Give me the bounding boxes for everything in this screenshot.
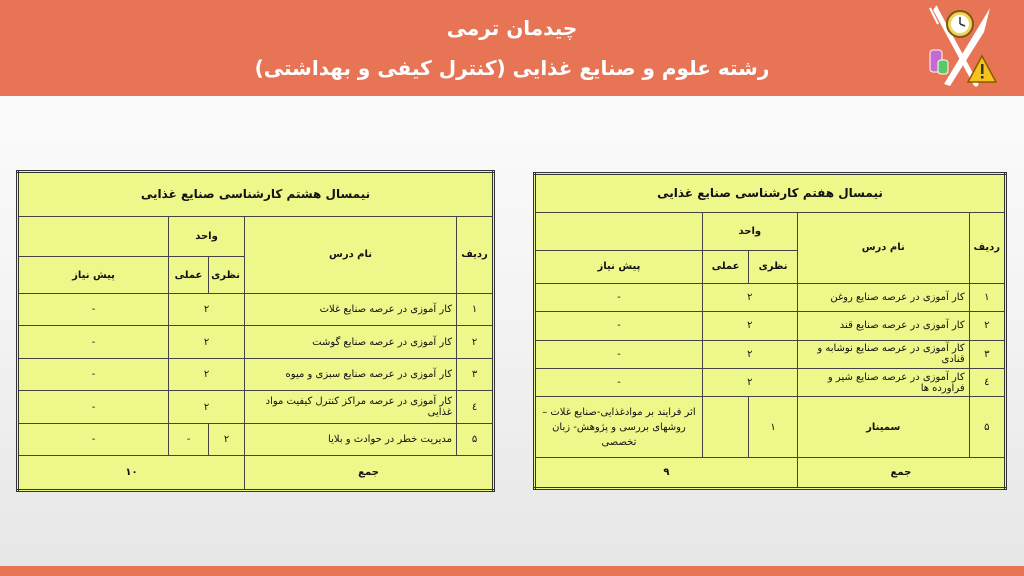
course-name: کار آموزی در عرصه صنایع گوشت bbox=[245, 326, 457, 359]
table-row bbox=[535, 283, 1006, 311]
flask-icon bbox=[930, 50, 948, 74]
row-number: ۱ bbox=[969, 283, 1005, 311]
col-units: واحد bbox=[702, 212, 797, 251]
course-name: کار آموزی در عرصه صنایع شیر و فراورده ها bbox=[797, 369, 969, 397]
slide-title: چیدمان ترمی bbox=[446, 16, 578, 40]
col-prerequisite: پیش نیاز bbox=[535, 251, 703, 284]
course-units: ۲ bbox=[169, 293, 245, 326]
total-row bbox=[18, 456, 494, 491]
header-bar bbox=[0, 0, 1024, 96]
table-row bbox=[18, 358, 494, 391]
total-units: ۱۰ bbox=[18, 456, 245, 491]
col-practical: عملی bbox=[169, 257, 209, 294]
total-label: جمع bbox=[245, 456, 494, 491]
col-course-name: نام درس bbox=[797, 212, 969, 283]
slide-subtitle: رشته علوم و صنایع غذایی (کنترل کیفی و بهداشتی) bbox=[254, 56, 770, 80]
total-label: جمع bbox=[797, 458, 1005, 489]
row-number: ۳ bbox=[457, 358, 494, 391]
course-units: ۲ bbox=[169, 358, 245, 391]
row-number: ۳ bbox=[969, 340, 1005, 368]
row-number: ٤ bbox=[457, 391, 494, 424]
clock-icon bbox=[947, 11, 973, 37]
col-radif: ردیف bbox=[969, 212, 1005, 283]
empty-cell bbox=[18, 216, 169, 257]
col-course-name: نام درس bbox=[245, 216, 457, 293]
course-prerequisite: - bbox=[535, 369, 703, 397]
course-prerequisite: - bbox=[18, 293, 169, 326]
course-prerequisite: - bbox=[18, 358, 169, 391]
table-title: نیمسال هفتم کارشناسی صنایع غذایی bbox=[535, 174, 1006, 213]
table-row bbox=[535, 312, 1006, 340]
table-row bbox=[535, 340, 1006, 368]
col-prerequisite: پیش نیاز bbox=[18, 257, 169, 294]
course-units: ۲ bbox=[702, 312, 797, 340]
course-name: کار آموزی در عرصه صنایع سبزی و میوه bbox=[245, 358, 457, 391]
total-row bbox=[535, 458, 1006, 489]
course-name: مدیریت خطر در حوادث و بلایا bbox=[245, 423, 457, 456]
table-title-row bbox=[535, 174, 1006, 213]
course-practical-units: - bbox=[169, 423, 209, 456]
course-prerequisite: اثر فرایند بر موادغذایی-صنایع غلات – روشهای بررسی و پژوهش- زبان تخصصی bbox=[535, 397, 703, 458]
course-prerequisite: - bbox=[18, 423, 169, 456]
row-number: ۵ bbox=[969, 397, 1005, 458]
table-header-row bbox=[535, 212, 1006, 251]
course-name: کار آموزی در عرصه صنایع غلات bbox=[245, 293, 457, 326]
col-units: واحد bbox=[169, 216, 245, 257]
empty-cell bbox=[535, 212, 703, 251]
course-name: کار آموزی در عرصه مراکز کنترل کیفیت مواد غذایی bbox=[245, 391, 457, 424]
table-title: نیمسال هشتم کارشناسی صنایع غذایی bbox=[18, 172, 494, 217]
course-practical-units bbox=[702, 397, 748, 458]
course-name: سمینار bbox=[797, 397, 969, 458]
course-theory-units: ۲ bbox=[209, 423, 245, 456]
semester-8-table bbox=[16, 170, 495, 492]
course-units: ۲ bbox=[169, 391, 245, 424]
warning-icon bbox=[968, 56, 996, 82]
course-name: کار آموزی در عرصه صنایع قند bbox=[797, 312, 969, 340]
course-prerequisite: - bbox=[535, 312, 703, 340]
col-practical: عملی bbox=[702, 251, 748, 284]
semester-7-table bbox=[533, 172, 1007, 490]
course-prerequisite: - bbox=[535, 340, 703, 368]
col-theory: نظری bbox=[749, 251, 798, 284]
row-number: ۲ bbox=[969, 312, 1005, 340]
table-row bbox=[18, 423, 494, 456]
food-safety-logo bbox=[924, 4, 1000, 90]
row-number: ۲ bbox=[457, 326, 494, 359]
table-row bbox=[18, 326, 494, 359]
table-title-row bbox=[18, 172, 494, 217]
total-units: ۹ bbox=[535, 458, 798, 489]
course-prerequisite: - bbox=[535, 283, 703, 311]
course-prerequisite: - bbox=[18, 326, 169, 359]
col-radif: ردیف bbox=[457, 216, 494, 293]
footer-bar bbox=[0, 566, 1024, 576]
col-theory: نظری bbox=[209, 257, 245, 294]
course-units: ۲ bbox=[702, 283, 797, 311]
course-units: ۲ bbox=[702, 340, 797, 368]
table-header-row bbox=[18, 216, 494, 257]
table-row bbox=[535, 397, 1006, 458]
course-name: کار آموزی در عرصه صنایع روغن bbox=[797, 283, 969, 311]
table-row bbox=[18, 391, 494, 424]
row-number: ۱ bbox=[457, 293, 494, 326]
row-number: ۵ bbox=[457, 423, 494, 456]
table-row bbox=[535, 369, 1006, 397]
course-prerequisite: - bbox=[18, 391, 169, 424]
course-units: ۲ bbox=[702, 369, 797, 397]
course-theory-units: ۱ bbox=[749, 397, 798, 458]
row-number: ٤ bbox=[969, 369, 1005, 397]
course-name: کار آموزی در عرصه صنایع نوشابه و قنادی bbox=[797, 340, 969, 368]
course-units: ۲ bbox=[169, 326, 245, 359]
table-row bbox=[18, 293, 494, 326]
